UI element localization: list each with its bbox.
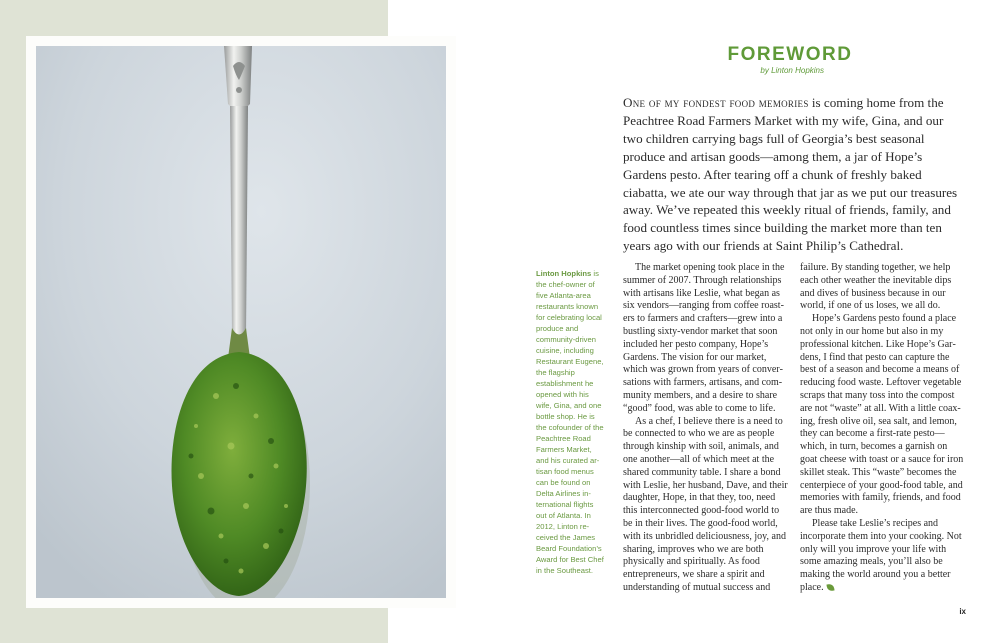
author-name: Linton Hopkins [536, 269, 592, 278]
column2-paragraph-2: Hope’s Gardens pesto found a place not only in our home but also in my professional kitchen. Like Hope’s Gardens, I find that pesto can capture the best of a season and become a means of reducing food waste. Leftover vegetable scraps that many toss into the compost are not “waste” at all. With a little coaxing, fresh olive oil, sea salt, and lemon, they can become a first-rate pesto—which, in turn, becomes a garnish on goat cheese with toast or a sauce for iron skillet steak. This “waste” becomes the centerpiece of your good-food table, and memories with family, friends, and food are thus made. [800, 313, 964, 517]
text-column-1 [623, 262, 789, 595]
lede-text: is coming home from the Peachtree Road Farmers Market with my wife, Gina, and our two children carrying bags full of Georgia’s best seasonal produce and artisan goods—among them, a jar of Hope’s Gardens pesto. After tearing off a chunk of freshly baked ciabatta, we ate our way through that jar as we put our treasures away. We’ve repeated this weekly ritual of friends, family, and food countless times since building the market more than ten years ago with our friends at Saint Philip’s Cathedral. [623, 95, 958, 254]
column2-paragraph-3 [800, 518, 966, 595]
lede-opening: One of my fondest food memories [623, 95, 809, 110]
page-title: FOREWORD [727, 44, 853, 65]
pesto-spoon-photo [36, 46, 446, 598]
column2-paragraph-3-text: Please take Leslie’s recipes and incorporate them into your cooking. Not only will you improve your life with some amazing meals, you’ll also be making the world around you a better place. [800, 517, 962, 593]
column2-paragraph-1: failure. By standing together, we help each other weather the inevitable dips and dives of business because in our world, if one of us loses, we all do. [800, 262, 952, 312]
lede-paragraph [623, 94, 963, 255]
column1-paragraph-1: The market opening took place in the summer of 2007. Through relationships with artisans like Leslie, what began as six vendors—ranging from coffee roasters to farmers and crafters—grew into a bustling sixty-vendor market that soon included her pesto company, Hope’s Gardens. The vision for our market, which was grown from years of conversations with farmers, artisans, and community members, and a desire to share “good” food, was able to come to life. [623, 262, 785, 414]
photo-frame [26, 36, 456, 608]
leaf-end-mark-icon [826, 583, 834, 591]
author-byline: by Linton Hopkins [760, 66, 824, 75]
author-bio: is the chef-owner of five Atlanta-area restaurants known for celebrating local produce and community-driven cuisine, including Restaurant Eugene, the flagship establishment he opened with his wife, Gina, and one bottle shop. He is the cofounder of the Peachtree Road Farmers Market, and his curated artisan food menus can be found on Delta Airlines international flights out of Atlanta. In 2012, Linton received the James Beard Foundation’s Award for Best Chef in the Southeast. [536, 269, 604, 575]
column1-paragraph-2: As a chef, I believe there is a need to be connected to who we are as people through kinship with soil, animals, and one another—all of which meet at the shared community table. I share a bond with Leslie, her husband, Dave, and their daughter, Hope, in that they, too, need this interconnected good-food world to be in their lives. The good-food world, with its unbridled deliciousness, joy, and sharing, improves who we are both physically and spiritually. As food entrepreneurs, we share a spirit and understanding of mutual success and [623, 415, 788, 593]
author-bio-sidebar [536, 268, 606, 576]
page-number: ix [959, 607, 966, 616]
text-column-2 [800, 262, 966, 595]
